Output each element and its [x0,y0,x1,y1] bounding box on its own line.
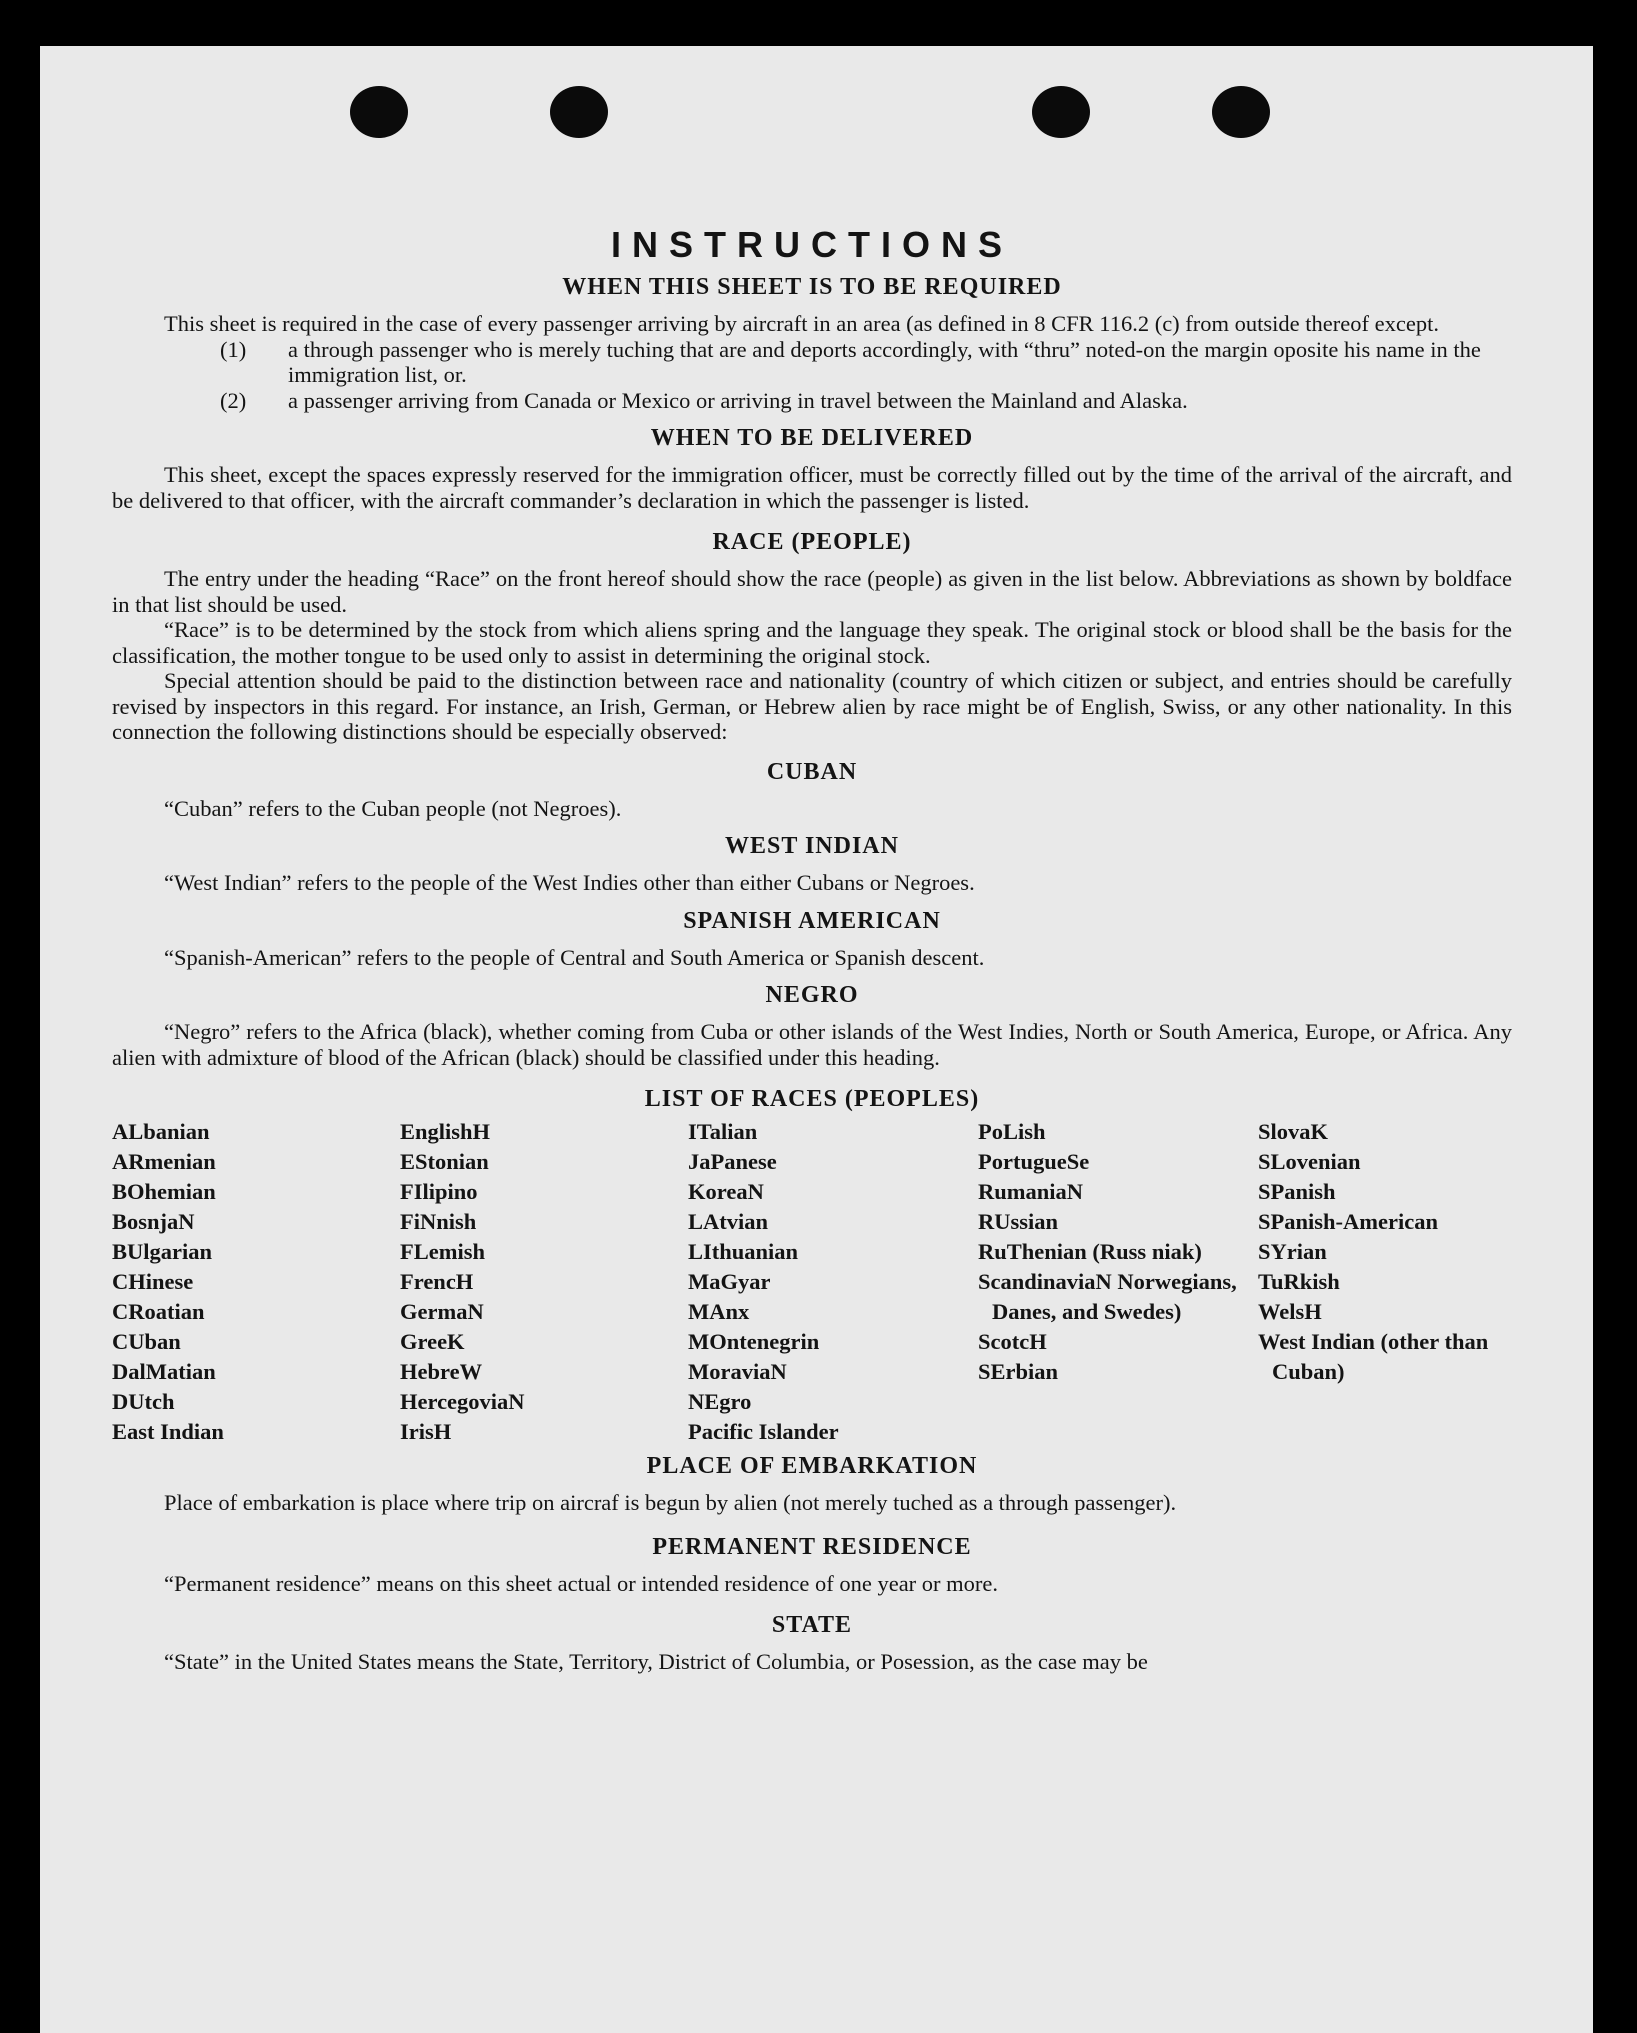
race-entry: PoLish [978,1119,1046,1144]
paragraph-residence: “Permanent residence” means on this sheet actual or intended residence of one year or more. [164,1570,999,1596]
race-entry: MAnx [688,1299,750,1324]
race-entry: FrencH [400,1269,474,1294]
paragraph-embarkation: Place of embarkation is place where trip on aircraf is begun by alien (not merely tuched as a through passenger). [164,1490,1177,1515]
race-entry: MOntenegrin [688,1329,820,1354]
race-entry: MoraviaN [688,1359,787,1384]
section-heading-west-indian: WEST INDIAN [725,833,899,859]
race-entry: WelsH [1258,1299,1322,1324]
punch-hole [350,86,408,138]
race-entry: JaPanese [688,1149,777,1174]
instructions-content [112,176,1512,1675]
race-entry: GermaN [400,1299,484,1324]
race-entry: MaGyar [688,1269,771,1294]
race-entry: West Indian (other than Cuban) [1258,1329,1489,1384]
race-entry: DUtch [112,1389,175,1414]
race-entry: CUban [112,1329,181,1354]
race-entry: ALbanian [112,1119,210,1144]
race-entry: ScandinaviaN Norwegians, Danes, and Swedes) [978,1269,1237,1324]
race-entry: ARmenian [112,1149,216,1174]
race-entry: Pacific Islander [688,1419,839,1444]
punch-hole [550,86,608,138]
race-entry: FIlipino [400,1179,478,1204]
paragraph-cuban: “Cuban” refers to the Cuban people (not Negroes). [164,795,622,821]
section-heading-required: WHEN THIS SHEET IS TO BE REQUIRED [562,274,1062,300]
race-entry: BUlgarian [112,1239,213,1264]
section-heading-residence: PERMANENT RESIDENCE [652,1533,972,1560]
race-entry: EnglishH [400,1119,491,1144]
race-entry: LIthuanian [688,1239,799,1264]
race-entry: SlovaK [1258,1119,1329,1144]
race-entry: BOhemian [112,1179,216,1204]
race-entry: FiNnish [400,1209,477,1234]
section-heading-list-of-races: LIST OF RACES (PEOPLES) [644,1086,980,1112]
punch-hole [1212,86,1270,138]
page-title: INSTRUCTIONS [611,224,1013,265]
race-entry: FLemish [400,1239,486,1264]
section-heading-spanish-american: SPANISH AMERICAN [683,907,941,934]
race-entry: HebreW [400,1359,483,1384]
race-entry: SErbian [978,1359,1059,1384]
section-heading-delivered: WHEN TO BE DELIVERED [650,425,974,451]
section-heading-embarkation: PLACE OF EMBARKATION [646,1453,978,1479]
paragraph-required: This sheet is required in the case of every passenger arriving by aircraft in an area (as defined in 8 CFR 116.2 (c) from outside thereof except. [164,311,1439,336]
race-entry: ITalian [688,1119,758,1144]
section-heading-state: STATE [771,1612,853,1638]
race-entry: RUssian [978,1209,1059,1234]
paragraph-spanish-american: “Spanish-American” refers to the people of Central and South America or Spanish descent. [164,944,985,970]
race-entry: SPanish-American [1258,1209,1438,1234]
race-entry: ScotcH [978,1329,1047,1354]
paragraph-negro: “Negro” refers to the Africa (black), whether coming from Cuba or other islands of the West Indies, North or South America, Europe, or Africa. Any alien with admixture of blood of the African (black) should be classified under this heading. [112,1019,1512,1070]
race-entry: IrisH [400,1419,452,1444]
race-entry: BosnjaN [112,1209,195,1234]
race-entry: SPanish [1258,1179,1336,1204]
section-heading-race: RACE (PEOPLE) [712,529,912,555]
race-entry: LAtvian [688,1209,769,1234]
exception-item: (2) a passenger arriving from Canada or Mexico or arriving in travel between the Mainland and Alaska. [220,387,1188,413]
race-entry: EStonian [400,1149,489,1174]
race-entry: HercegoviaN [400,1389,525,1414]
paragraph-race-3: Special attention should be paid to the distinction between race and nationality (country of which citizen or subject, and entries should be carefully revised by inspectors in this regard. For instance, an Irish, German, or Hebrew alien by race might be of English, Swiss, or any other nationality. In this connection the following distinctions should be especially observed: [112,668,1512,744]
punch-hole [1032,86,1090,138]
race-column [978,1117,1258,1447]
race-entry: SLovenian [1258,1149,1361,1174]
race-entry: KoreaN [688,1179,764,1204]
paragraph-delivered: This sheet, except the spaces expressly reserved for the immigration officer, must be correctly filled out by the time of the arrival of the aircraft, and be delivered to that officer, with the aircraft commander’s declaration in which the passenger is listed. [112,462,1512,513]
race-column [1258,1117,1512,1447]
paragraph-west-indian: “West Indian” refers to the people of the West Indies other than either Cubans or Negroes. [164,870,975,895]
race-entry: SYrian [1258,1239,1327,1264]
race-list [112,1117,1512,1447]
race-entry: PortugueSe [978,1149,1090,1174]
race-column [112,1117,400,1447]
race-entry: NEgro [688,1389,752,1414]
race-column [400,1117,688,1447]
race-entry: CHinese [112,1269,194,1294]
race-entry: RumaniaN [978,1179,1084,1204]
race-entry: RuThenian (Russ niak) [978,1239,1202,1264]
document-page [40,46,1593,2033]
race-entry: TuRkish [1258,1269,1340,1294]
race-entry: East Indian [112,1419,224,1444]
section-heading-negro: NEGRO [765,982,859,1008]
paragraph-race-2: “Race” is to be determined by the stock from which aliens spring and the language they speak. The original stock or blood shall be the basis for the classification, the mother tongue to be used only to assist in determining the original stock. [112,617,1512,668]
paragraph-state: “State” in the United States means the State, Territory, District of Columbia, or Posession, as the case may be [164,1649,1148,1674]
exception-item: (1) a through passenger who is merely tuching that are and deports accordingly, with “thru” noted-on the margin oposite his name in the immigration list, or. [220,336,1481,387]
race-entry: DalMatian [112,1359,216,1384]
race-entry: CRoatian [112,1299,205,1324]
paragraph-race-1: The entry under the heading “Race” on the front hereof should show the race (people) as given in the list below. Abbreviations as shown by boldface in that list should be used. [112,566,1512,617]
section-heading-cuban: CUBAN [766,758,858,785]
race-column [688,1117,978,1447]
race-entry: GreeK [400,1329,465,1354]
